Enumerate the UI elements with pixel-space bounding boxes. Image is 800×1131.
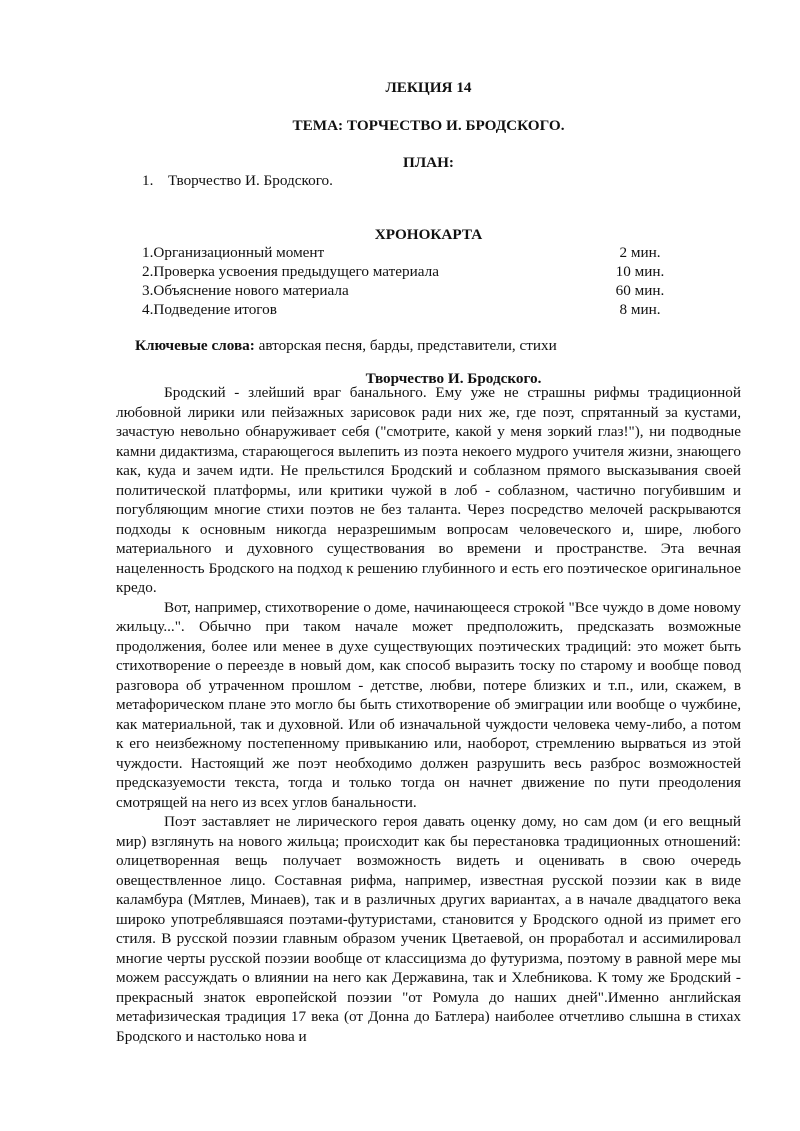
chrono-label: 2.Проверка усвоения предыдущего материала — [142, 263, 439, 280]
section-title: Творчество И. Бродского. — [365, 370, 542, 387]
chrono-table — [142, 243, 665, 319]
lecture-title: ЛЕКЦИЯ 14 — [385, 79, 472, 96]
body-text — [116, 383, 741, 1046]
paragraph: Поэт заставляет не лирического героя давать оценку дому, но сам дом (и его вещный мир) взглянуть на нового жильца; происходит как бы перестановка традиционных отношений: олицетворенная вещь получает возможность видеть и оценивать в свою очередь овеществленное лицо. Составная рифма, например, известная русской поэзии как в виде каламбура (Мятлев, Минаев), так и в различных других вариантах, а в начале двадцатого века широко употреблявшаяся поэтами-футуристами, становится у Бродского одной из примет его стиля. В русской поэзии главным образом ученик Цветаевой, он проработал и ассимилировал многие черты русской поэзии вообще от классицизма до футуризма, поэтому в равной мере мы можем рассуждать о влиянии на него как Державина, так и Хлебникова. К тому же Бродский - прекрасный знаток европейской поэзии "от Ромула до наших дней".Именно английская метафизическая традиция 17 века (от Донна до Батлера) наиболее отчетливо слышна в стихах Бродского и настолько нова и — [116, 813, 741, 1045]
keywords-line — [135, 336, 557, 356]
chrono-label: 4.Подведение итогов — [142, 301, 277, 318]
chrono-time: 60 мин. — [615, 282, 665, 299]
chrono-row — [142, 281, 665, 300]
chrono-time: 8 мин. — [619, 301, 661, 318]
chrono-row — [142, 300, 661, 319]
plan-item-text: Творчество И. Бродского. — [168, 172, 333, 189]
paragraph: Бродский - злейший враг банального. Ему уже не страшны рифмы традиционной любовной лирики или пейзажных зарисовок ради них же, где поэт, спрятанный за кустами, зачастую невольно обнаруживает себя ("смотрите, какой у меня зоркий глаз!"), ни подводные камни дидактизма, старающегося вылепить из поэта некоего мудрого учителя жизни, знающего как, куда и зачем идти. Не прельстился Бродский и соблазном прямого высказывания своей политической платформы, или критики чужой в лоб - соблазном, частично погубившим и погубляющим многие стихи поэтов не без таланта. Через посредство мелочей раскрываются подходы к основным никогда неразрешимым вопросам человеческого и, шире, любого материального и духовного существования во времени и пространстве. Эта вечная нацеленность Бродского на подход к решению глубинного и есть его поэтическое оригинальное кредо. — [116, 384, 741, 596]
keywords-text: авторская песня, барды, представители, стихи — [254, 337, 557, 354]
chrono-time: 2 мин. — [619, 244, 661, 261]
chrono-label: 3.Объяснение нового материала — [142, 282, 349, 299]
topic-title: ТЕМА: ТОРЧЕСТВО И. БРОДСКОГО. — [292, 117, 565, 134]
chrono-title: ХРОНОКАРТА — [374, 226, 483, 243]
chrono-time: 10 мин. — [615, 263, 665, 280]
plan-item-number: 1. — [142, 172, 154, 189]
plan-item — [142, 171, 333, 191]
chrono-row — [142, 243, 661, 262]
chrono-row — [142, 262, 665, 281]
keywords-label: Ключевые слова: — [135, 337, 255, 354]
chrono-label: 1.Организационный момент — [142, 244, 325, 261]
plan-title: ПЛАН: — [403, 154, 454, 171]
paragraph: Вот, например, стихотворение о доме, начинающееся строкой "Все чуждо в доме новому жильцу...". Обычно при таком начале может предположить, предсказать возможные продолжения, более или менее в духе существующих поэтических традиций: это может быть стихотворение о переезде в новый дом, как способ выразить тоску по старому и вообще повод разговора об утраченном прошлом - детстве, любви, потере близких и т.п., или, скажем, в метафорическом плане это могло бы быть стихотворение об эмиграции или вообще о чужбине, как материальной, так и духовной. Или об изначальной чуждости человека чему-либо, а потом к его неизбежному постепенному привыканию или, наоборот, стремлению вырваться из этой чуждости. Настоящий же поэт необходимо должен разрушить весь разброс возможностей предсказуемости текста, тогда и только тогда он начнет движение по пути преодоления смотрящей на него из всех углов банальности. — [116, 598, 741, 811]
